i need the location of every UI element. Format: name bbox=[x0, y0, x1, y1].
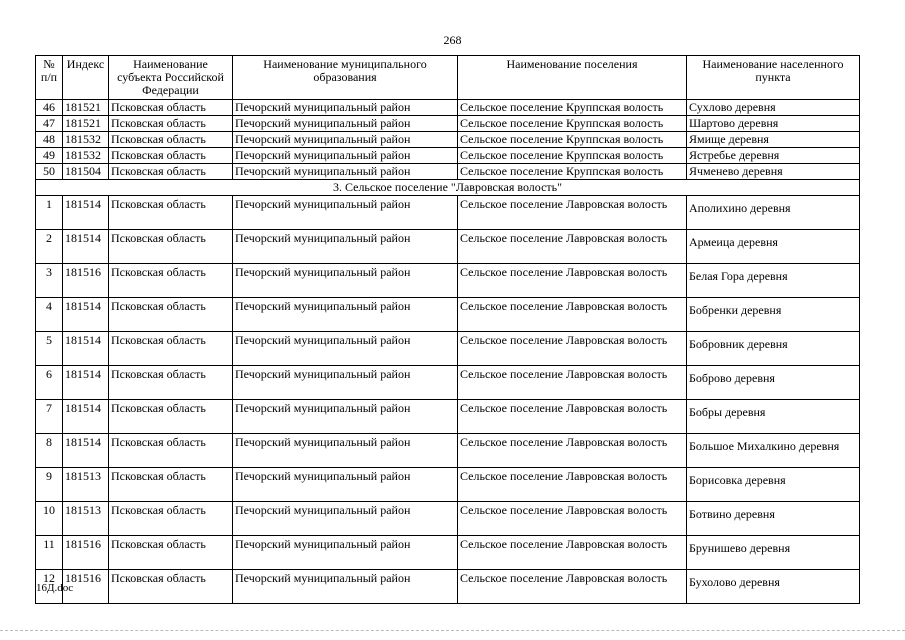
cell-place: Бобровник деревня bbox=[687, 332, 860, 366]
cell-num: 48 bbox=[36, 132, 63, 148]
header-subject: Наименование субъекта Российской Федерации bbox=[109, 56, 233, 100]
cell-municipality: Печорский муниципальный район bbox=[233, 196, 458, 230]
header-index: Индекс bbox=[63, 56, 109, 100]
cell-index: 181504 bbox=[63, 164, 109, 180]
table-header-row bbox=[36, 56, 860, 100]
table-row bbox=[36, 502, 860, 536]
cell-index: 181514 bbox=[63, 298, 109, 332]
cell-index: 181513 bbox=[63, 468, 109, 502]
cell-num: 46 bbox=[36, 100, 63, 116]
cell-municipality: Печорский муниципальный район bbox=[233, 116, 458, 132]
header-settlement: Наименование поселения bbox=[458, 56, 687, 100]
table-row bbox=[36, 570, 860, 604]
table-row bbox=[36, 264, 860, 298]
cell-settlement: Сельское поселение Лавровская волость bbox=[458, 298, 687, 332]
header-num: № п/п bbox=[36, 56, 63, 100]
cell-place: Борисовка деревня bbox=[687, 468, 860, 502]
cell-place: Боброво деревня bbox=[687, 366, 860, 400]
cell-subject: Псковская область bbox=[109, 536, 233, 570]
header-place: Наименование населенного пункта bbox=[687, 56, 860, 100]
cell-settlement: Сельское поселение Лавровская волость bbox=[458, 196, 687, 230]
cell-place: Армеица деревня bbox=[687, 230, 860, 264]
cell-subject: Псковская область bbox=[109, 230, 233, 264]
scan-edge-divider bbox=[0, 630, 905, 631]
cell-settlement: Сельское поселение Круппская волость bbox=[458, 164, 687, 180]
cell-settlement: Сельское поселение Лавровская волость bbox=[458, 502, 687, 536]
cell-index: 181514 bbox=[63, 332, 109, 366]
cell-index: 181516 bbox=[63, 536, 109, 570]
cell-index: 181532 bbox=[63, 148, 109, 164]
table-row bbox=[36, 536, 860, 570]
cell-subject: Псковская область bbox=[109, 332, 233, 366]
cell-subject: Псковская область bbox=[109, 400, 233, 434]
footer-filename: 16Д.doc bbox=[36, 582, 74, 594]
cell-num: 11 bbox=[36, 536, 63, 570]
cell-subject: Псковская область bbox=[109, 434, 233, 468]
cell-municipality: Печорский муниципальный район bbox=[233, 100, 458, 116]
cell-num: 4 bbox=[36, 298, 63, 332]
cell-settlement: Сельское поселение Круппская волость bbox=[458, 148, 687, 164]
table-row bbox=[36, 332, 860, 366]
cell-municipality: Печорский муниципальный район bbox=[233, 164, 458, 180]
cell-num: 7 bbox=[36, 400, 63, 434]
table-row bbox=[36, 148, 860, 164]
cell-settlement: Сельское поселение Лавровская волость bbox=[458, 332, 687, 366]
cell-subject: Псковская область bbox=[109, 468, 233, 502]
cell-settlement: Сельское поселение Лавровская волость bbox=[458, 536, 687, 570]
cell-num: 2 bbox=[36, 230, 63, 264]
cell-municipality: Печорский муниципальный район bbox=[233, 434, 458, 468]
cell-num: 50 bbox=[36, 164, 63, 180]
cell-index: 181516 bbox=[63, 264, 109, 298]
cell-place: Ямище деревня bbox=[687, 132, 860, 148]
table-row bbox=[36, 132, 860, 148]
cell-settlement: Сельское поселение Круппская волость bbox=[458, 100, 687, 116]
table-row bbox=[36, 100, 860, 116]
table-row bbox=[36, 366, 860, 400]
cell-place: Белая Гора деревня bbox=[687, 264, 860, 298]
cell-settlement: Сельское поселение Круппская волость bbox=[458, 116, 687, 132]
cell-municipality: Печорский муниципальный район bbox=[233, 536, 458, 570]
cell-index: 181521 bbox=[63, 100, 109, 116]
table-row bbox=[36, 196, 860, 230]
cell-place: Брунишево деревня bbox=[687, 536, 860, 570]
cell-settlement: Сельское поселение Лавровская волость bbox=[458, 264, 687, 298]
cell-municipality: Печорский муниципальный район bbox=[233, 148, 458, 164]
table-row bbox=[36, 468, 860, 502]
cell-subject: Псковская область bbox=[109, 298, 233, 332]
cell-index: 181521 bbox=[63, 116, 109, 132]
cell-num: 10 bbox=[36, 502, 63, 536]
cell-municipality: Печорский муниципальный район bbox=[233, 298, 458, 332]
cell-subject: Псковская область bbox=[109, 164, 233, 180]
table-row bbox=[36, 164, 860, 180]
cell-num: 1 bbox=[36, 196, 63, 230]
cell-settlement: Сельское поселение Лавровская волость bbox=[458, 366, 687, 400]
cell-num: 3 bbox=[36, 264, 63, 298]
cell-settlement: Сельское поселение Лавровская волость bbox=[458, 230, 687, 264]
cell-municipality: Печорский муниципальный район bbox=[233, 502, 458, 536]
cell-place: Бобренки деревня bbox=[687, 298, 860, 332]
table-row bbox=[36, 230, 860, 264]
cell-subject: Псковская область bbox=[109, 196, 233, 230]
table-body-lavrov bbox=[36, 196, 860, 604]
cell-subject: Псковская область bbox=[109, 132, 233, 148]
cell-num: 6 bbox=[36, 366, 63, 400]
cell-municipality: Печорский муниципальный район bbox=[233, 400, 458, 434]
cell-settlement: Сельское поселение Лавровская волость bbox=[458, 400, 687, 434]
cell-municipality: Печорский муниципальный район bbox=[233, 468, 458, 502]
cell-num: 49 bbox=[36, 148, 63, 164]
cell-place: Аполихино деревня bbox=[687, 196, 860, 230]
table-row bbox=[36, 434, 860, 468]
cell-place: Сухлово деревня bbox=[687, 100, 860, 116]
cell-index: 181513 bbox=[63, 502, 109, 536]
cell-subject: Псковская область bbox=[109, 148, 233, 164]
cell-index: 181514 bbox=[63, 434, 109, 468]
cell-settlement: Сельское поселение Лавровская волость bbox=[458, 570, 687, 604]
cell-index: 181514 bbox=[63, 366, 109, 400]
section-title: 3. Сельское поселение "Лавровская волость" bbox=[36, 180, 860, 196]
cell-municipality: Печорский муниципальный район bbox=[233, 332, 458, 366]
cell-municipality: Печорский муниципальный район bbox=[233, 264, 458, 298]
cell-index: 181514 bbox=[63, 400, 109, 434]
table-row bbox=[36, 298, 860, 332]
cell-settlement: Сельское поселение Лавровская волость bbox=[458, 468, 687, 502]
table-body-krupp bbox=[36, 100, 860, 180]
cell-subject: Псковская область bbox=[109, 100, 233, 116]
settlements-table bbox=[35, 55, 860, 604]
cell-index: 181514 bbox=[63, 196, 109, 230]
cell-municipality: Печорский муниципальный район bbox=[233, 230, 458, 264]
cell-subject: Псковская область bbox=[109, 264, 233, 298]
cell-subject: Псковская область bbox=[109, 116, 233, 132]
cell-num: 5 bbox=[36, 332, 63, 366]
cell-place: Шартово деревня bbox=[687, 116, 860, 132]
cell-subject: Псковская область bbox=[109, 366, 233, 400]
cell-municipality: Печорский муниципальный район bbox=[233, 132, 458, 148]
cell-num: 12 bbox=[36, 570, 63, 604]
cell-num: 8 bbox=[36, 434, 63, 468]
cell-subject: Псковская область bbox=[109, 570, 233, 604]
cell-subject: Псковская область bbox=[109, 502, 233, 536]
cell-municipality: Печорский муниципальный район bbox=[233, 366, 458, 400]
table-row bbox=[36, 400, 860, 434]
cell-settlement: Сельское поселение Круппская волость bbox=[458, 132, 687, 148]
cell-place: Ячменево деревня bbox=[687, 164, 860, 180]
cell-settlement: Сельское поселение Лавровская волость bbox=[458, 434, 687, 468]
cell-place: Ястребье деревня bbox=[687, 148, 860, 164]
cell-index: 181514 bbox=[63, 230, 109, 264]
table-row bbox=[36, 116, 860, 132]
cell-num: 47 bbox=[36, 116, 63, 132]
page-number: 268 bbox=[443, 33, 462, 47]
cell-municipality: Печорский муниципальный район bbox=[233, 570, 458, 604]
cell-index: 181532 bbox=[63, 132, 109, 148]
header-municipality: Наименование муниципального образования bbox=[233, 56, 458, 100]
table-section bbox=[36, 180, 860, 196]
cell-place: Большое Михалкино деревня bbox=[687, 434, 860, 468]
cell-index: 181516 bbox=[63, 570, 109, 604]
cell-place: Бухолово деревня bbox=[687, 570, 860, 604]
cell-place: Бобры деревня bbox=[687, 400, 860, 434]
cell-num: 9 bbox=[36, 468, 63, 502]
cell-place: Ботвино деревня bbox=[687, 502, 860, 536]
section-row bbox=[36, 180, 860, 196]
